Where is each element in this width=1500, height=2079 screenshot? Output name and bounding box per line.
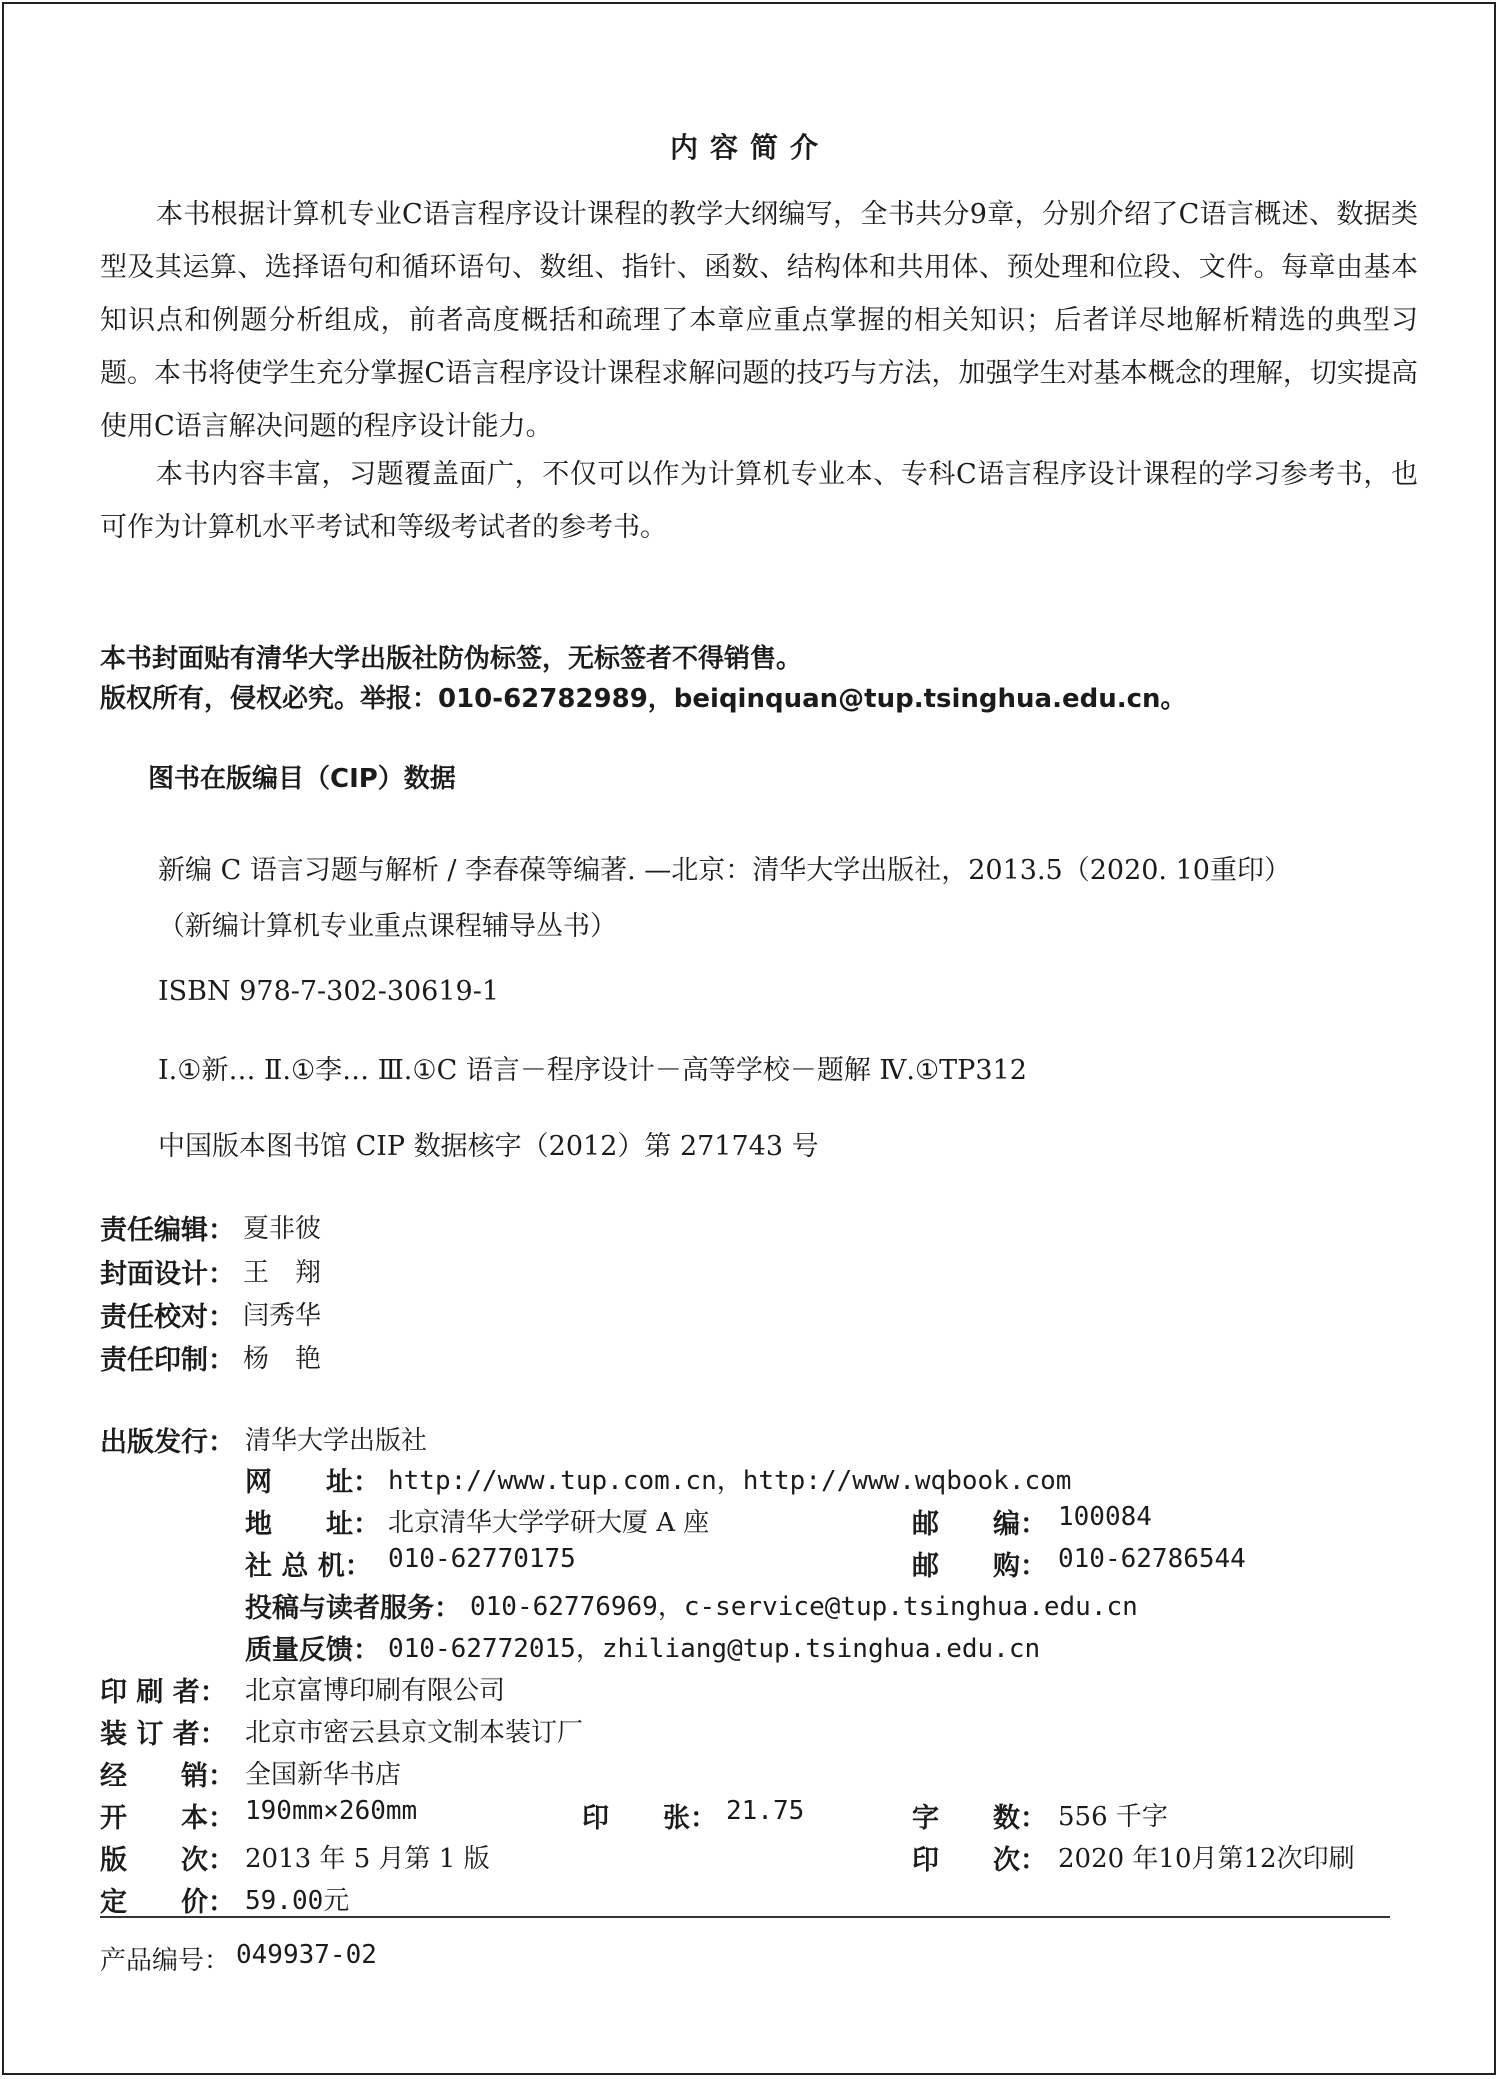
zipcode-value: 100084 xyxy=(1058,1502,1152,1532)
address-value: 北京清华大学学研大厦 A 座 xyxy=(388,1508,710,1538)
impression-value: 2020 年10月第12次印刷 xyxy=(1058,1844,1355,1874)
price-label: 定 价： xyxy=(100,1887,235,1918)
feedback-value: 010-62772015，zhiliang@tup.tsinghua.edu.cn xyxy=(388,1634,1041,1664)
cip-series-line: （新编计算机专业重点课程辅导丛书） xyxy=(158,911,617,942)
address-label: 地 址： xyxy=(245,1509,380,1540)
product-code-label: 产品编号： xyxy=(100,1946,231,1976)
mail-order-label: 邮 购： xyxy=(912,1551,1047,1582)
zipcode-label: 邮 编： xyxy=(912,1509,1047,1540)
impression-label: 印 次： xyxy=(912,1845,1047,1876)
website-value: http://www.tup.com.cn，http://www.wqbook.com xyxy=(388,1466,1072,1496)
feedback-label: 质量反馈： xyxy=(245,1635,380,1666)
cip-isbn: ISBN 978-7-302-30619-1 xyxy=(158,976,500,1007)
proofreader-value: 闫秀华 xyxy=(243,1301,322,1331)
print-manager-label: 责任印制： xyxy=(100,1345,235,1376)
website-label: 网 址： xyxy=(245,1467,380,1498)
cover-design-label: 封面设计： xyxy=(100,1259,235,1290)
price-value: 59.00元 xyxy=(245,1886,350,1916)
sheets-value: 21.75 xyxy=(726,1796,805,1826)
mail-order-value: 010-62786544 xyxy=(1058,1544,1246,1574)
sheets-label: 印 张： xyxy=(582,1803,717,1834)
distributor-value: 全国新华书店 xyxy=(245,1760,402,1790)
proofreader-label: 责任校对： xyxy=(100,1302,235,1333)
switchboard-label: 社 总 机： xyxy=(245,1551,372,1582)
word-count-label: 字 数： xyxy=(912,1803,1047,1834)
edition-value: 2013 年 5 月第 1 版 xyxy=(245,1844,490,1874)
summary-title: 内容简介 xyxy=(669,131,830,164)
binder-value: 北京市密云县京文制本装订厂 xyxy=(245,1718,584,1748)
publisher-name: 清华大学出版社 xyxy=(245,1426,428,1456)
printer-label: 印 刷 者： xyxy=(100,1677,227,1708)
distributor-label: 经 销： xyxy=(100,1761,235,1792)
cip-check-number: 中国版本图书馆 CIP 数据核字（2012）第 271743 号 xyxy=(158,1131,819,1162)
footer-divider xyxy=(100,1916,1390,1918)
anti-counterfeit-notice: 本书封面贴有清华大学出版社防伪标签，无标签者不得销售。 xyxy=(100,644,803,674)
format-label: 开 本： xyxy=(100,1803,235,1834)
print-manager-value: 杨 艳 xyxy=(243,1344,322,1374)
binder-label: 装 订 者： xyxy=(100,1719,227,1750)
publisher-label: 出版发行： xyxy=(100,1427,235,1458)
word-count-value: 556 千字 xyxy=(1058,1802,1168,1832)
cip-classification: Ⅰ.①新… Ⅱ.①李… Ⅲ.①C 语言－程序设计－高等学校－题解 Ⅳ.①TP312 xyxy=(158,1055,1027,1086)
edition-label: 版 次： xyxy=(100,1845,235,1876)
cover-design-value: 王 翔 xyxy=(243,1258,322,1288)
editor-value: 夏非彼 xyxy=(243,1214,322,1244)
editor-label: 责任编辑： xyxy=(100,1215,235,1246)
cip-title-line: 新编 C 语言习题与解析 / 李春葆等编著. —北京：清华大学出版社，2013.5（2020. 10重印） xyxy=(158,855,1291,886)
reader-service-label: 投稿与读者服务： xyxy=(245,1593,461,1624)
cip-heading: 图书在版编目（CIP）数据 xyxy=(148,764,456,794)
format-value: 190mm×260mm xyxy=(245,1796,418,1826)
product-code-value: 049937-02 xyxy=(236,1940,377,1970)
switchboard-value: 010-62770175 xyxy=(388,1544,576,1574)
summary-paragraph-1: 本书根据计算机专业C语言程序设计课程的教学大纲编写，全书共分9章，分别介绍了C语言概述、数据类型及其运算、选择语句和循环语句、数组、指针、函数、结构体和共用体、预处理和位段、文件。每章由基本知识点和例题分析组成，前者高度概括和疏理了本章应重点掌握的相关知识；后者详尽地解析精选的典型习题。本书将使学生充分掌握C语言程序设计课程求解问题的技巧与方法，加强学生对基本概念的理解，切实提高使用C语言解决问题的程序设计能力。 xyxy=(100,199,1418,442)
summary-paragraph-2: 本书内容丰富，习题覆盖面广，不仅可以作为计算机专业本、专科C语言程序设计课程的学习参考书，也可作为计算机水平考试和等级考试者的参考书。 xyxy=(100,459,1418,543)
printer-value: 北京富博印刷有限公司 xyxy=(245,1676,506,1706)
copyright-notice: 版权所有，侵权必究。举报：010-62782989，beiqinquan@tup.tsinghua.edu.cn。 xyxy=(100,684,1187,714)
reader-service-value: 010-62776969，c-service@tup.tsinghua.edu.cn xyxy=(470,1592,1138,1622)
